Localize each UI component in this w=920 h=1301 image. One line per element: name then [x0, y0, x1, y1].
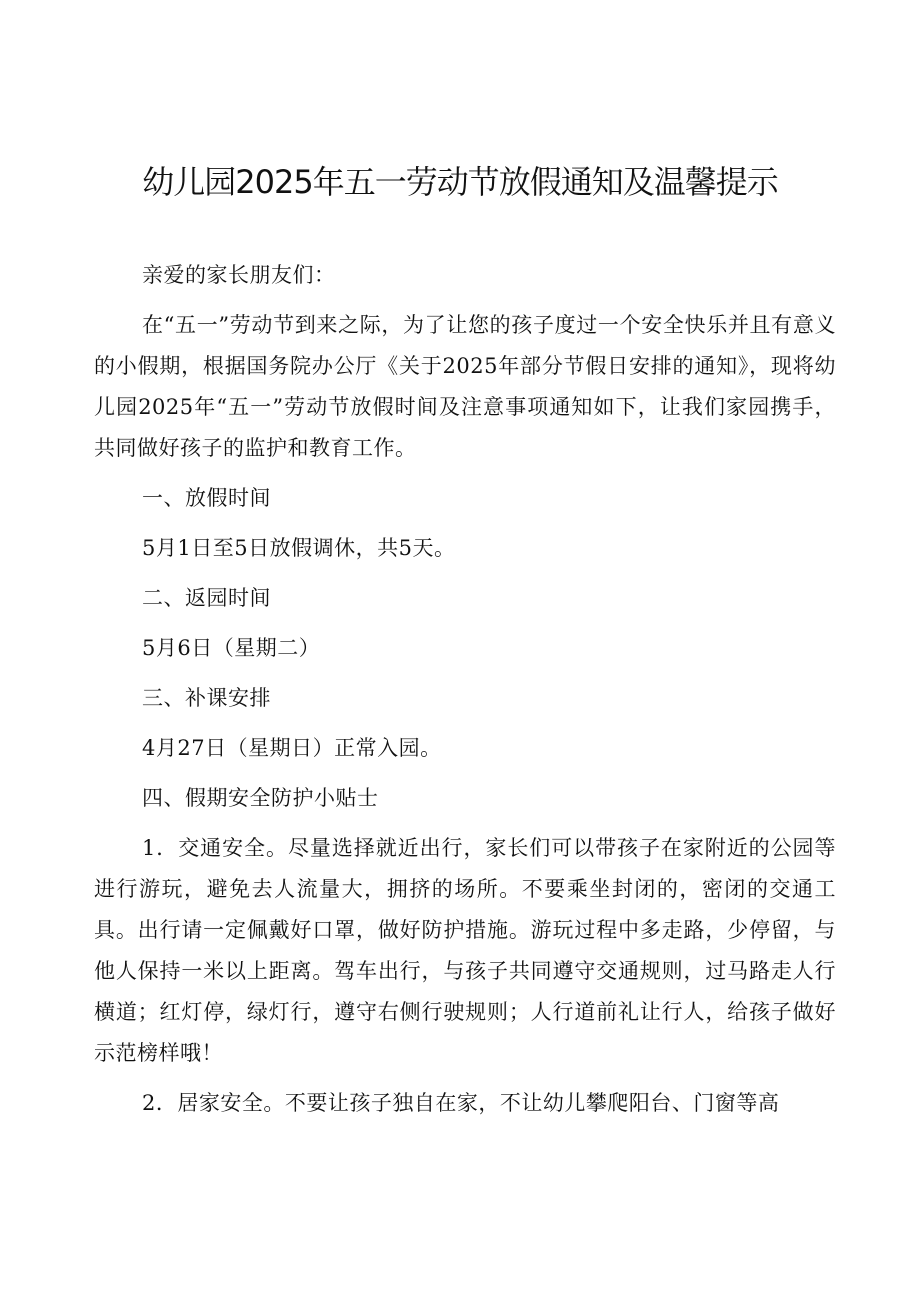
- tip-home-safety: 2．居家安全。不要让孩子独自在家，不让幼儿攀爬阳台、门窗等高: [142, 1091, 780, 1115]
- section-heading-holiday: 一、放假时间: [142, 486, 271, 510]
- document-title: 幼儿园2025年五一劳动节放假通知及温馨提示: [142, 163, 778, 201]
- section-text-holiday: 5月1日至5日放假调休，共5天。: [142, 536, 456, 560]
- intro-paragraph: 在“五一”劳动节到来之际，为了让您的孩子度过一个安全快乐并且有意义的小假期，根据国务院办公厅《关于2025年部分节假日安排的通知》，现将幼儿园2025年“五一”劳动节放假时间及注意事项通知如下，让我们家园携手，共同做好孩子的监护和教育工作。: [94, 313, 836, 460]
- document-body: [94, 255, 836, 1124]
- section-heading-return: 二、返园时间: [142, 586, 271, 610]
- greeting: 亲爱的家长朋友们：: [142, 263, 336, 287]
- section-heading-safety-tips: 四、假期安全防护小贴士: [142, 786, 379, 810]
- section-heading-makeup: 三、补课安排: [142, 686, 271, 710]
- section-text-return: 5月6日（星期二）: [142, 636, 321, 660]
- section-text-makeup: 4月27日（星期日）正常入园。: [142, 736, 442, 760]
- tip-traffic-safety: 1．交通安全。尽量选择就近出行，家长们可以带孩子在家附近的公园等进行游玩，避免去人流量大，拥挤的场所。不要乘坐封闭的，密闭的交通工具。出行请一定佩戴好口罩，做好防护措施。游玩过程中多走路，少停留，与他人保持一米以上距离。驾车出行，与孩子共同遵守交通规则，过马路走人行横道；红灯停，绿灯行，遵守右侧行驶规则；人行道前礼让行人，给孩子做好示范榜样哦！: [94, 836, 836, 1065]
